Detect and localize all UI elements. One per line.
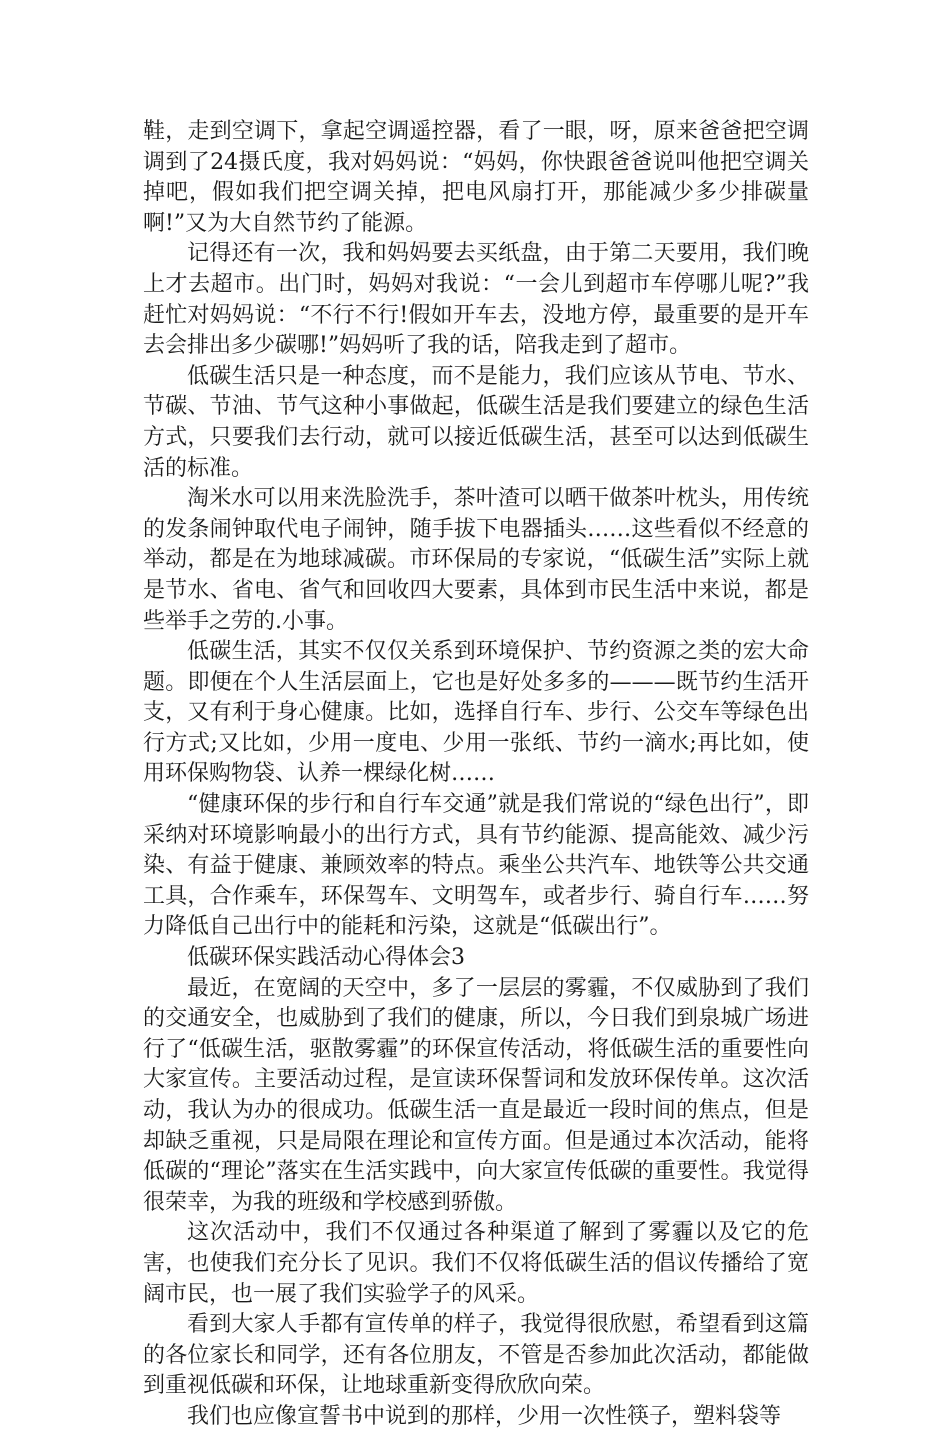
section-heading: 低碳环保实践活动心得体会3 [187, 945, 465, 971]
paragraph: 低碳生活，其实不仅仅关系到环境保护、节约资源之类的宏大命题。即便在个人生活层面上，它也是好处多多的———既节约生活开支，又有利于身心健康。比如，选择自行车、步行、公交车等绿色出行方式;又比如，少用一度电、少用一张纸、节约一滴水;再比如，使用环保购物袋、认养一棵绿化树…… [143, 639, 809, 787]
paragraph: 我们也应像宣誓书中说到的那样，少用一次性筷子，塑料袋等 [187, 1403, 782, 1429]
paragraph: 记得还有一次，我和妈妈要去买纸盘，由于第二天要用，我们晚上才去超市。出门时，妈妈对我说：“一会儿到超市车停哪儿呢?”我赶忙对妈妈说：“不行不行!假如开车去，没地方停，最重要的是开车去会排出多少碳哪!”妈妈听了我的话，陪我走到了超市。 [143, 241, 809, 359]
paragraph: 低碳生活只是一种态度，而不是能力，我们应该从节电、节水、节碳、节油、节气这种小事做起，低碳生活是我们要建立的绿色生活方式，只要我们去行动，就可以接近低碳生活，甚至可以达到低碳生活的标准。 [143, 363, 809, 481]
paragraph-continued: 鞋，走到空调下，拿起空调遥控器，看了一眼，呀，原来爸爸把空调调到了24摄氏度，我对妈妈说：“妈妈，你快跟爸爸说叫他把空调关掉吧，假如我们把空调关掉，把电风扇打开，那能减少多少排碳量啊!”又为大自然节约了能源。 [143, 119, 809, 236]
paragraph: 最近，在宽阔的天空中，多了一层层的雾霾，不仅威胁到了我们的交通安全，也威胁到了我们的健康，所以，今日我们到泉城广场进行了“低碳生活，驱散雾霾”的环保宣传活动，将低碳生活的重要性向大家宣传。主要活动过程，是宣读环保誓词和发放环保传单。这次活动，我认为办的很成功。低碳生活一直是最近一段时间的焦点，但是却缺乏重视，只是局限在理论和宣传方面。但是通过本次活动，能将低碳的“理论”落实在生活实践中，向大家宣传低碳的重要性。我觉得很荣幸，为我的班级和学校感到骄傲。 [143, 975, 809, 1215]
paragraph: 看到大家人手都有宣传单的样子，我觉得很欣慰，希望看到这篇的各位家长和同学，还有各位朋友，不管是否参加此次活动，都能做到重视低碳和环保，让地球重新变得欣欣向荣。 [143, 1312, 809, 1399]
paragraph: 淘米水可以用来洗脸洗手，茶叶渣可以晒干做茶叶枕头，用传统的发条闹钟取代电子闹钟，随手拔下电器插头……这些看似不经意的举动，都是在为地球减碳。市环保局的专家说，“低碳生活”实际上就是节水、省电、省气和回收四大要素，具体到市民生活中来说，都是些举手之劳的.小事。 [143, 486, 809, 634]
paragraph: 这次活动中，我们不仅通过各种渠道了解到了雾霾以及它的危害，也使我们充分长了见识。我们不仅将低碳生活的倡议传播给了宽阔市民，也一展了我们实验学子的风采。 [143, 1220, 809, 1307]
paragraph: “健康环保的步行和自行车交通”就是我们常说的“绿色出行”，即采纳对环境影响最小的出行方式，具有节约能源、提高能效、减少污染、有益于健康、兼顾效率的特点。乘坐公共汽车、地铁等公共交通工具，合作乘车，环保驾车、文明驾车，或者步行、骑自行车……努力降低自己出行中的能耗和污染，这就是“低碳出行”。 [143, 792, 809, 940]
document-body [143, 117, 809, 1433]
